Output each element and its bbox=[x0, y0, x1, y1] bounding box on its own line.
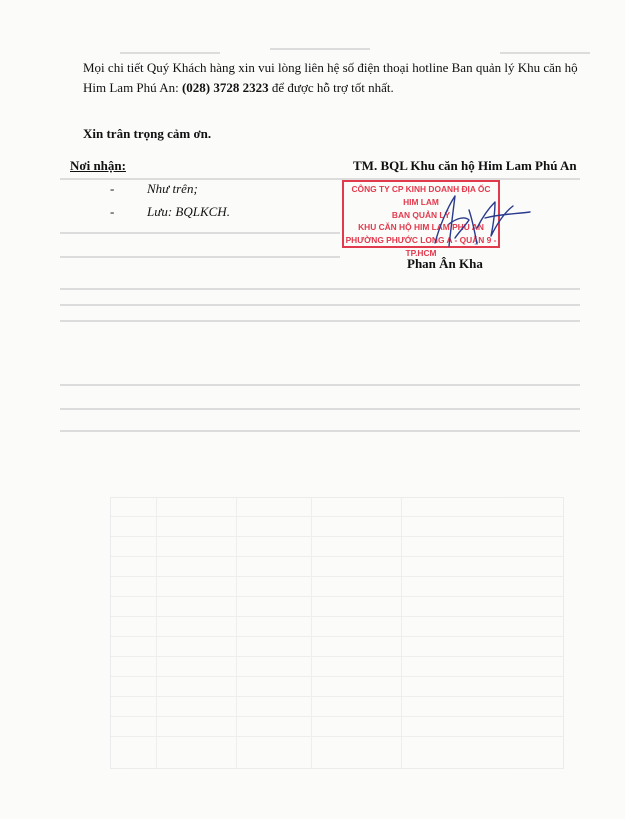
bleed-through-header-line bbox=[60, 178, 580, 180]
contact-text: Mọi chi tiết Quý Khách hàng xin vui lòng liên hệ số điện thoại hotline Ban quản lý Khu căn hộ Him Lam Phú An: bbox=[83, 60, 578, 95]
bleed-through-body-line bbox=[60, 320, 580, 322]
signature-title: TM. BQL Khu căn hộ Him Lam Phú An bbox=[353, 158, 577, 173]
stamp-line: KHU CĂN HỘ HIM LAM PHÚ AN bbox=[358, 222, 484, 233]
bleed-through-body-line bbox=[60, 304, 580, 306]
signer-name: Phan Ân Kha bbox=[407, 256, 483, 271]
bleed-through-header-line bbox=[500, 52, 590, 54]
contact-paragraph bbox=[83, 58, 583, 98]
closing-greeting: Xin trân trọng cảm ơn. bbox=[83, 126, 212, 141]
bleed-through-header-line bbox=[120, 52, 220, 54]
bleed-through-body-line bbox=[60, 232, 340, 234]
hotline-number: (028) 3728 2323 bbox=[181, 80, 269, 95]
recipient-dash: - bbox=[110, 181, 115, 196]
bleed-through-body-line bbox=[60, 408, 580, 410]
signature-icon bbox=[425, 188, 535, 258]
stamp-line: CÔNG TY CP KINH DOANH ĐỊA ỐC HIM LAM bbox=[351, 184, 491, 207]
recipient-item: Lưu: BQLKCH. bbox=[147, 204, 230, 219]
stamp-line: PHƯỜNG PHƯỚC LONG A - QUẬN 9 - TP.HCM bbox=[345, 235, 497, 258]
stamp-line: BAN QUẢN LÝ bbox=[391, 209, 451, 220]
bleed-through-header-line bbox=[270, 48, 370, 50]
bleed-through-body-line bbox=[60, 430, 580, 432]
recipients-title: Nơi nhận: bbox=[70, 158, 126, 173]
bleed-through-body-line bbox=[60, 384, 580, 386]
bleed-through-body-line bbox=[60, 256, 340, 258]
bleed-through-table bbox=[110, 497, 564, 769]
recipient-item: Như trên; bbox=[147, 181, 198, 196]
bleed-through-body-line bbox=[60, 288, 580, 290]
recipient-dash: - bbox=[110, 204, 115, 219]
contact-text-end: để được hỗ trợ tốt nhất. bbox=[268, 80, 394, 95]
